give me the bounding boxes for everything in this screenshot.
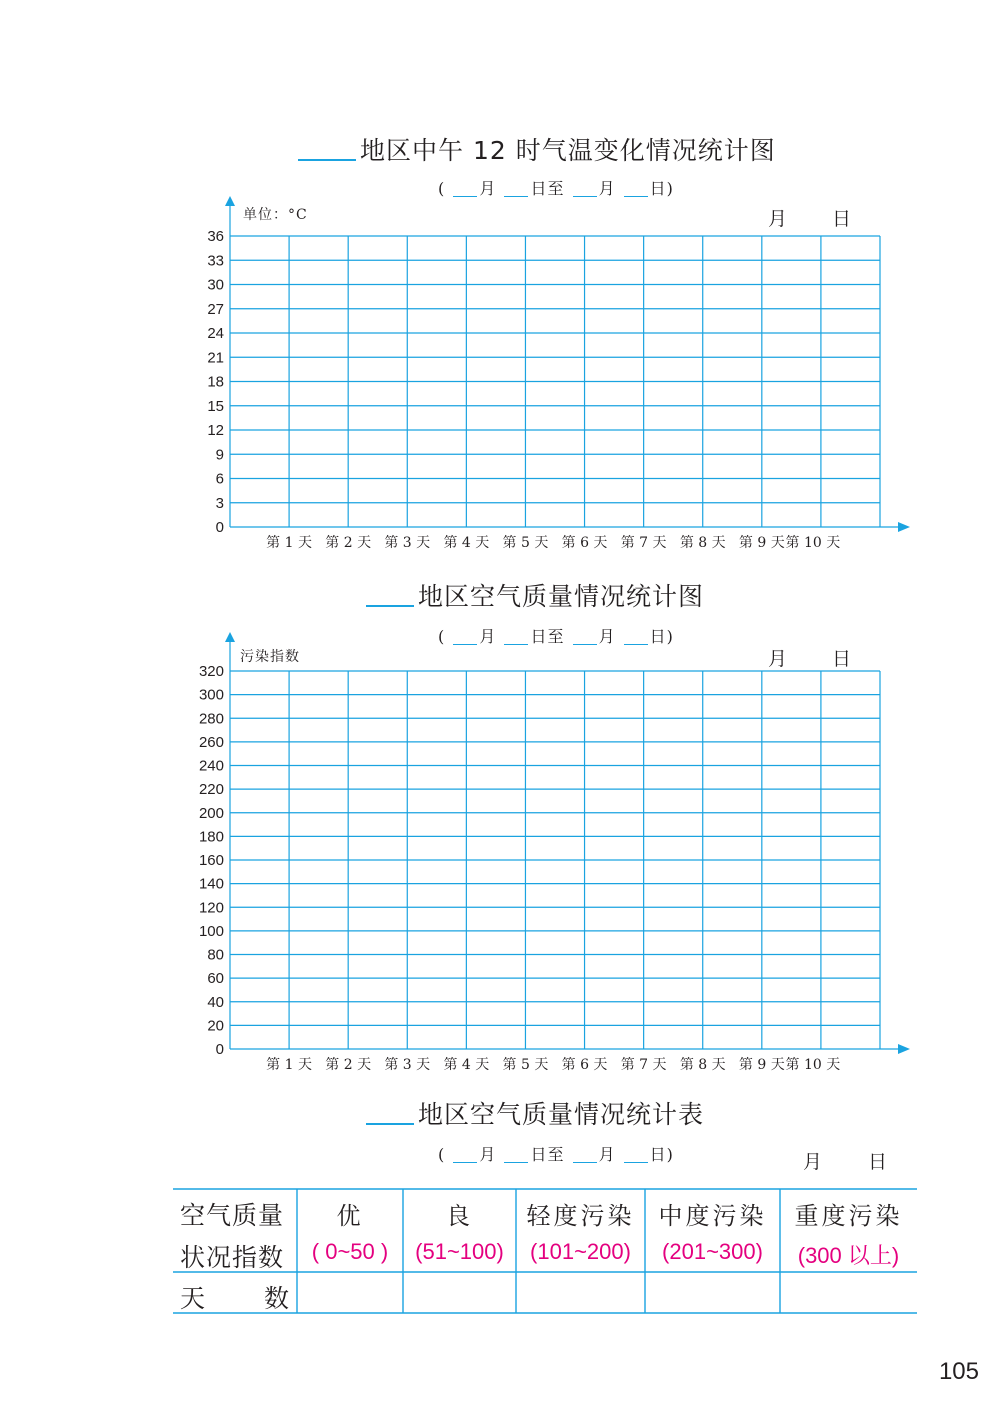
chart2-x-arrow-icon — [898, 1044, 910, 1054]
index-range-label: (201~300) — [662, 1239, 763, 1264]
days-input-cell[interactable] — [782, 1274, 915, 1311]
chart2-x-tick: 第 6 天 — [561, 1057, 608, 1073]
table-month-label: 月 — [803, 1151, 823, 1173]
chart1-y-tick: 27 — [207, 300, 224, 318]
chart1-x-tick: 第 3 天 — [384, 535, 431, 551]
row-head-air-quality: 空气质量 — [180, 1201, 285, 1230]
chart2-date-range: ( 月 日至 月 日) — [438, 627, 674, 646]
chart2-x-tick: 第 4 天 — [443, 1057, 490, 1073]
chart2-y-tick: 280 — [198, 710, 224, 728]
chart2-y-tick: 320 — [198, 663, 224, 680]
chart2-x-tick: 第 3 天 — [384, 1057, 431, 1073]
chart2-y-tick: 0 — [215, 1041, 224, 1058]
chart1-x-tick: 第 9 天 — [738, 535, 785, 551]
chart2-y-tick: 200 — [198, 804, 224, 822]
chart1-y-tick: 3 — [215, 494, 224, 512]
table-day-label: 日 — [868, 1151, 888, 1173]
chart2-x-tick: 第 5 天 — [502, 1057, 549, 1073]
row-head-days-a: 天 — [180, 1284, 206, 1313]
chart2-y-tick: 220 — [198, 781, 224, 799]
chart2-y-arrow-icon — [225, 632, 235, 642]
chart2-day-label: 日 — [832, 648, 852, 670]
index-range-label: (51~100) — [415, 1239, 504, 1264]
category-label: 良 — [446, 1202, 473, 1230]
days-input-cell[interactable] — [299, 1274, 401, 1311]
chart2-x-tick: 第 10 天 — [785, 1057, 841, 1073]
chart2-y-tick: 180 — [198, 828, 224, 846]
chart1-x-tick: 第 10 天 — [785, 535, 841, 551]
chart2-x-tick: 第 9 天 — [738, 1057, 785, 1073]
chart2-unit-label: 污染指数 — [240, 649, 300, 665]
chart1-x-tick: 第 5 天 — [502, 535, 549, 551]
category-label: 重度污染 — [794, 1202, 903, 1230]
chart2-title-text: 地区空气质量情况统计图 — [418, 582, 705, 611]
chart1-x-tick: 第 7 天 — [620, 535, 667, 551]
chart1-x-tick: 第 8 天 — [679, 535, 726, 551]
days-input-cell[interactable] — [647, 1274, 778, 1311]
chart2-y-tick: 240 — [198, 757, 224, 775]
chart1-x-arrow-icon — [898, 522, 910, 532]
table-date-range: ( 月 日至 月 日) — [438, 1145, 674, 1164]
page-number: 105 — [938, 1358, 979, 1385]
chart2-y-tick: 80 — [207, 946, 224, 964]
chart2-y-tick: 20 — [207, 1017, 224, 1035]
chart1-y-tick: 24 — [207, 325, 224, 342]
chart1-y-tick: 30 — [207, 276, 224, 294]
chart1-y-tick: 18 — [207, 373, 224, 391]
chart2-y-tick: 300 — [198, 686, 224, 704]
chart1-y-tick: 0 — [215, 519, 224, 536]
chart1-title-text: 地区中午 12 时气温变化情况统计图 — [360, 136, 776, 165]
chart2-y-tick: 140 — [198, 875, 224, 893]
chart1-y-tick: 21 — [207, 349, 224, 367]
chart2-y-tick: 100 — [198, 922, 224, 940]
category-label: 中度污染 — [658, 1202, 767, 1230]
chart1-y-tick: 36 — [207, 228, 224, 245]
days-input-cell[interactable] — [405, 1274, 514, 1311]
chart2-y-tick: 160 — [198, 852, 224, 869]
index-range-label: (300 以上) — [797, 1243, 900, 1268]
chart2-y-tick: 40 — [207, 993, 224, 1011]
chart2-month-label: 月 — [768, 648, 788, 670]
chart1-x-tick: 第 4 天 — [443, 535, 490, 551]
chart1-y-tick: 9 — [215, 446, 224, 464]
chart1-y-tick: 12 — [207, 422, 224, 439]
chart2-y-tick: 260 — [198, 733, 224, 751]
index-range-label: (101~200) — [530, 1239, 631, 1264]
chart1-y-tick: 6 — [215, 470, 224, 488]
category-label: 优 — [336, 1202, 364, 1230]
days-input-cell[interactable] — [518, 1274, 643, 1311]
chart1-day-label: 日 — [832, 208, 852, 230]
chart1-date-range: ( 月 日至 月 日) — [438, 179, 674, 198]
chart2-x-tick: 第 1 天 — [266, 1057, 312, 1073]
chart2-y-tick: 120 — [198, 899, 224, 917]
chart1-x-tick: 第 6 天 — [561, 535, 608, 551]
chart1-x-tick: 第 1 天 — [266, 535, 312, 551]
chart1-y-tick: 15 — [207, 397, 224, 415]
chart2-y-tick: 60 — [207, 970, 224, 988]
chart1-y-tick: 33 — [207, 252, 224, 270]
chart1-month-label: 月 — [768, 208, 788, 230]
index-range-label: ( 0~50 ) — [311, 1239, 389, 1264]
chart2-x-tick: 第 7 天 — [620, 1057, 667, 1073]
table-title-text: 地区空气质量情况统计表 — [418, 1100, 705, 1129]
category-label: 轻度污染 — [526, 1202, 635, 1230]
chart1-unit-label: 单位：°C — [243, 207, 308, 223]
row-head-index: 状况指数 — [180, 1243, 285, 1272]
row-head-days-b: 数 — [264, 1284, 290, 1313]
chart2-x-tick: 第 2 天 — [325, 1057, 372, 1073]
chart2-x-tick: 第 8 天 — [679, 1057, 726, 1073]
chart1-x-tick: 第 2 天 — [325, 535, 372, 551]
chart1-y-arrow-icon — [225, 196, 235, 206]
